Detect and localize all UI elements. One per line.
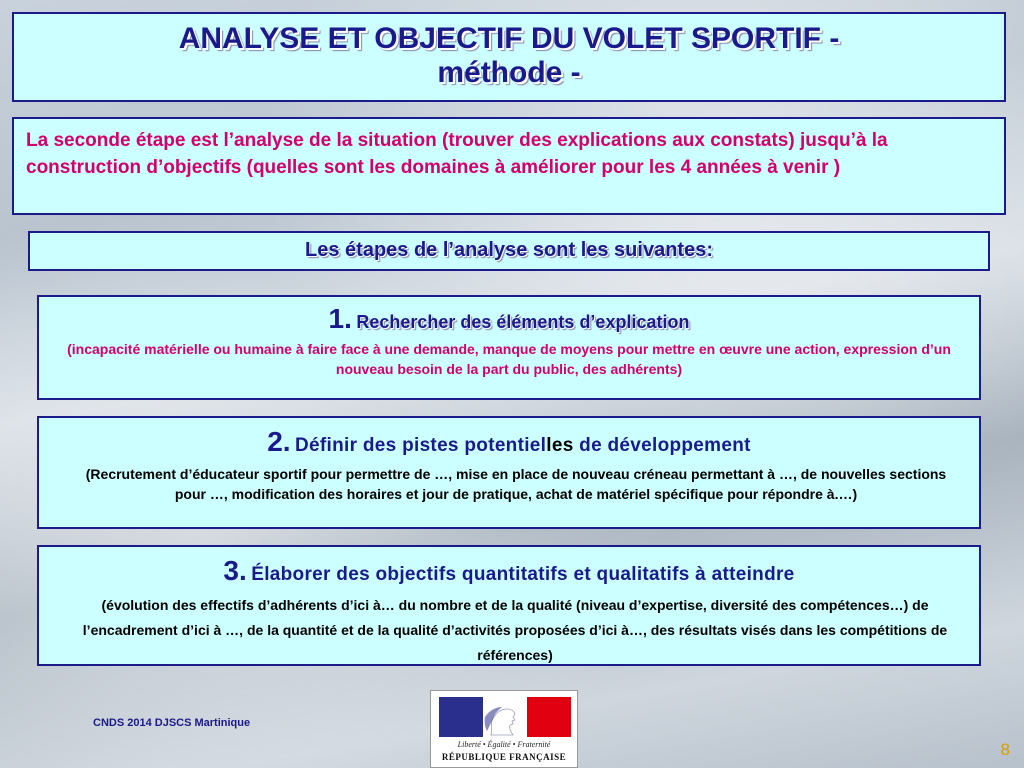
step-3-box bbox=[37, 545, 981, 666]
step-2-title bbox=[39, 426, 979, 458]
step-1-description: (incapacité matérielle ou humaine à faire face à une demande, manque de moyens pour mettre en œuvre une action, expression d’un nouveau besoin de la part du public, des adhérents) bbox=[67, 341, 951, 377]
intro-box bbox=[12, 117, 1006, 215]
steps-header-box bbox=[28, 231, 990, 271]
step-2-number: 2. bbox=[267, 426, 291, 457]
title-box bbox=[12, 12, 1006, 102]
slide-title bbox=[59, 22, 959, 90]
step-1-title bbox=[39, 303, 979, 335]
title-line-1: ANALYSE ET OBJECTIF DU VOLET SPORTIF - bbox=[178, 22, 840, 55]
step-3-title bbox=[39, 555, 979, 587]
step-2-heading-em: les bbox=[546, 435, 574, 456]
flag-blue-band bbox=[439, 697, 483, 737]
republique-francaise-logo bbox=[430, 690, 578, 768]
title-line-2: méthode - bbox=[437, 56, 581, 89]
marianne-flag-icon bbox=[439, 697, 571, 737]
step-2-heading-pre: Définir des pistes potentiel bbox=[295, 435, 547, 456]
logo-name: RÉPUBLIQUE FRANÇAISE bbox=[441, 752, 567, 762]
step-3-description: (évolution des effectifs d’adhérents d’ici à… du nombre et de la qualité (niveau d’expertise, diversité des compétences…) de l’encadrement d’ici à …, de la quantité et de la qualité d’activités proposées d’ici à…, des résultats visés dans les compétitions de références) bbox=[82, 597, 948, 663]
steps-header: Les étapes de l’analyse sont les suivantes: bbox=[305, 239, 713, 261]
step-3-heading: Élaborer des objectifs quantitatifs et qualitatifs à atteindre bbox=[251, 564, 795, 585]
flag-red-band bbox=[527, 697, 571, 737]
intro-text: La seconde étape est l’analyse de la situation (trouver des explications aux constats) jusqu’à la construction d’objectifs (quelles sont les domaines à améliorer pour les 4 années à venir ) bbox=[26, 130, 888, 178]
step-3-number: 3. bbox=[223, 555, 247, 586]
step-2-description: (Recrutement d’éducateur sportif pour permettre de …, mise en place de nouveau créneau permettant à …, de nouvelles sections pour …, modification des horaires et jour de pratique, achat de matériel spécifique pour répondre à.…) bbox=[85, 466, 947, 502]
step-1-number: 1. bbox=[328, 303, 352, 334]
step-2-heading-post: de développement bbox=[573, 435, 751, 456]
footer-text: CNDS 2014 DJSCS Martinique bbox=[93, 717, 251, 729]
step-2-heading bbox=[295, 435, 751, 456]
step-1-heading: Rechercher des éléments d’explication bbox=[356, 312, 690, 332]
step-1-box bbox=[37, 295, 981, 400]
page-number: 8 bbox=[1000, 740, 1010, 759]
logo-motto: Liberté • Égalité • Fraternité bbox=[457, 740, 551, 749]
step-2-box bbox=[37, 416, 981, 529]
